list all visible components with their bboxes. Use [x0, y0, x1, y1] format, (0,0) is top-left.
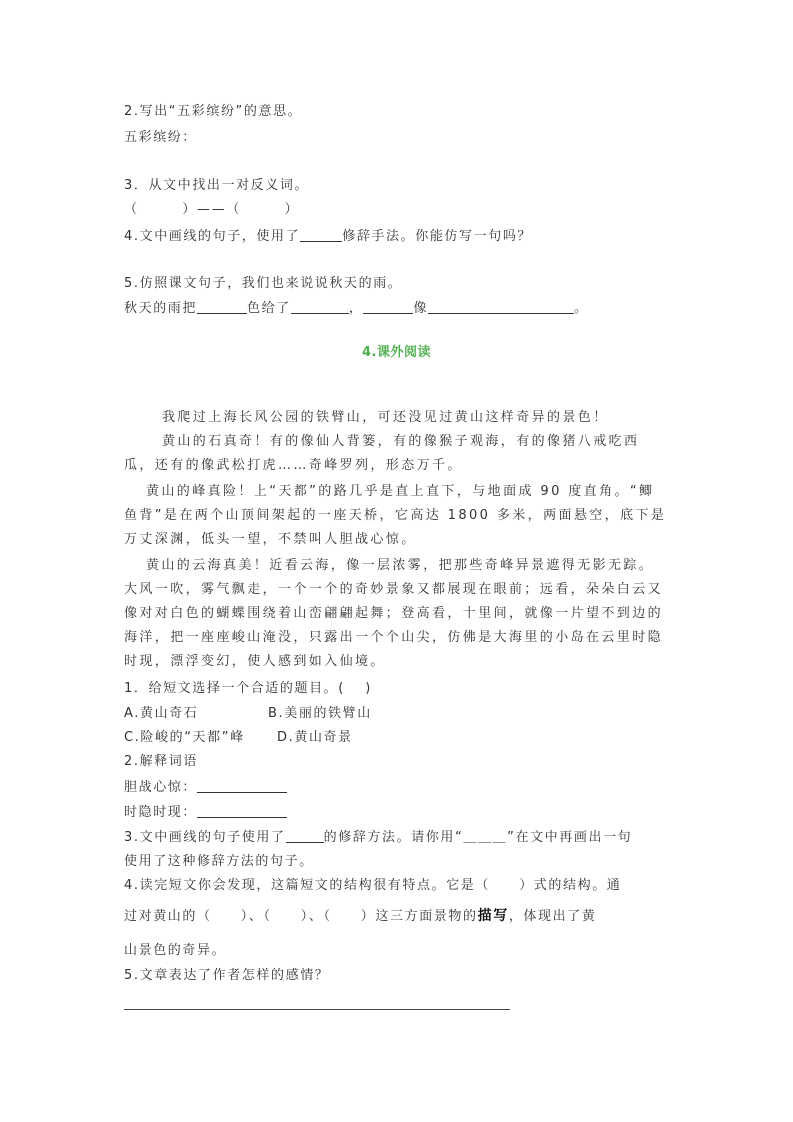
- answer-blank[interactable]: [300, 227, 342, 242]
- reading-question-5: 5.文章表达了作者怎样的感情？: [124, 968, 330, 983]
- question-5-fill-line: [124, 299, 589, 318]
- emphasis-word: 描写: [477, 908, 509, 924]
- reading-question-4-line-3: 山景色的奇异。: [124, 943, 227, 958]
- option-d[interactable]: D.黄山奇景: [277, 730, 353, 745]
- answer-blank[interactable]: [197, 299, 247, 314]
- question-2-answer-label: 五彩缤纷：: [124, 130, 198, 145]
- question-4-text-b: 修辞手法。你能仿写一句吗？: [342, 229, 533, 244]
- option-a[interactable]: A.黄山奇石: [124, 706, 199, 721]
- answer-blank[interactable]: [291, 299, 349, 314]
- question-4-line: [124, 227, 532, 246]
- answer-blank[interactable]: [286, 828, 324, 843]
- fill-text: 秋天的雨把: [124, 301, 198, 316]
- term-2-label: 时隐时现：: [124, 805, 198, 820]
- term-1-label: 胆战心惊：: [124, 780, 198, 795]
- question-text: ，体现出了黄: [508, 909, 597, 924]
- reading-question-3-line-1: [124, 828, 632, 847]
- option-row-1: [124, 705, 198, 723]
- option-b[interactable]: B.美丽的铁臂山: [268, 706, 372, 721]
- section-title: 4.课外阅读: [362, 345, 431, 360]
- passage-paragraph-2: 黄山的石真奇！有的像仙人背篓，有的像猴子观海，有的像猪八戒吃西瓜，还有的像武松打虎……奇峰罗列，形态万千。: [124, 434, 640, 473]
- term-1-line: [124, 778, 287, 797]
- question-text: 过对黄山的（ ）、（ ）、（ ）这三方面景物的: [124, 909, 478, 924]
- question-3-blanks: （ ）——（ ）: [124, 202, 300, 217]
- fill-text: 像: [413, 301, 429, 316]
- option-c[interactable]: C.险峻的“天都”峰: [124, 730, 245, 745]
- reading-question-4-line-1: 4.读完短文你会发现，这篇短文的结构很有特点。它是（ ）式的结构。通: [124, 878, 622, 893]
- question-3-text: 3．从文中找出一对反义词。: [124, 178, 310, 193]
- answer-blank[interactable]: [428, 299, 574, 314]
- passage-paragraph-4: 黄山的云海真美！近看云海，像一层浓雾，把那些奇峰异景遮得无影无踪。大风一吹，雾气飘走，一个一个的奇妙景象又都展现在眼前；远看，朵朵白云又像对对白色的蝴蝶围绕着山峦翩翩起舞；登高看，十里间，就像一片望不到边的海洋，把一座座峻山淹没，只露出一个个山尖，仿佛是大海里的小岛在云里时隐时现，漂浮变幻，使人感到如入仙境。: [124, 558, 664, 669]
- question-2-text: 2.写出“五彩缤纷”的意思。: [124, 104, 303, 119]
- reading-question-4-line-2: [124, 907, 596, 926]
- fill-text: ，: [348, 301, 364, 316]
- answer-line[interactable]: [124, 1009, 510, 1010]
- fill-text: 色给了: [247, 301, 291, 316]
- fill-text: 。: [574, 301, 589, 316]
- reading-question-3-line-2: 使用了这种修辞方法的句子。: [124, 854, 314, 869]
- question-5-text: 5.仿照课文句子，我们也来说说秋天的雨。: [124, 276, 403, 291]
- passage-paragraph-3: 黄山的峰真险！上“天都”的路几乎是直上直下，与地面成 90 度直角。“鲫鱼背”是在两个山顶间架起的一座天桥，它高达 1800 多米，两面悬空，底下是万丈深渊，低头一望，不禁叫人胆战心惊。: [124, 484, 667, 547]
- question-4-text-a: 4.文中画线的句子，使用了: [124, 229, 301, 244]
- answer-blank[interactable]: [197, 778, 287, 793]
- passage-paragraph-1: 我爬过上海长风公园的铁臂山，可还没见过黄山这样奇异的景色！: [162, 410, 609, 425]
- question-text: 3.文中画线的句子使用了: [124, 830, 286, 845]
- reading-question-1: 1．给短文选择一个合适的题目。( ): [124, 681, 372, 696]
- question-text: 的修辞方法。请你用“＿＿＿”在文中再画出一句: [323, 830, 633, 845]
- reading-question-2: 2.解释词语: [124, 754, 199, 769]
- answer-blank[interactable]: [197, 803, 287, 818]
- term-2-line: [124, 803, 287, 822]
- answer-blank[interactable]: [363, 299, 413, 314]
